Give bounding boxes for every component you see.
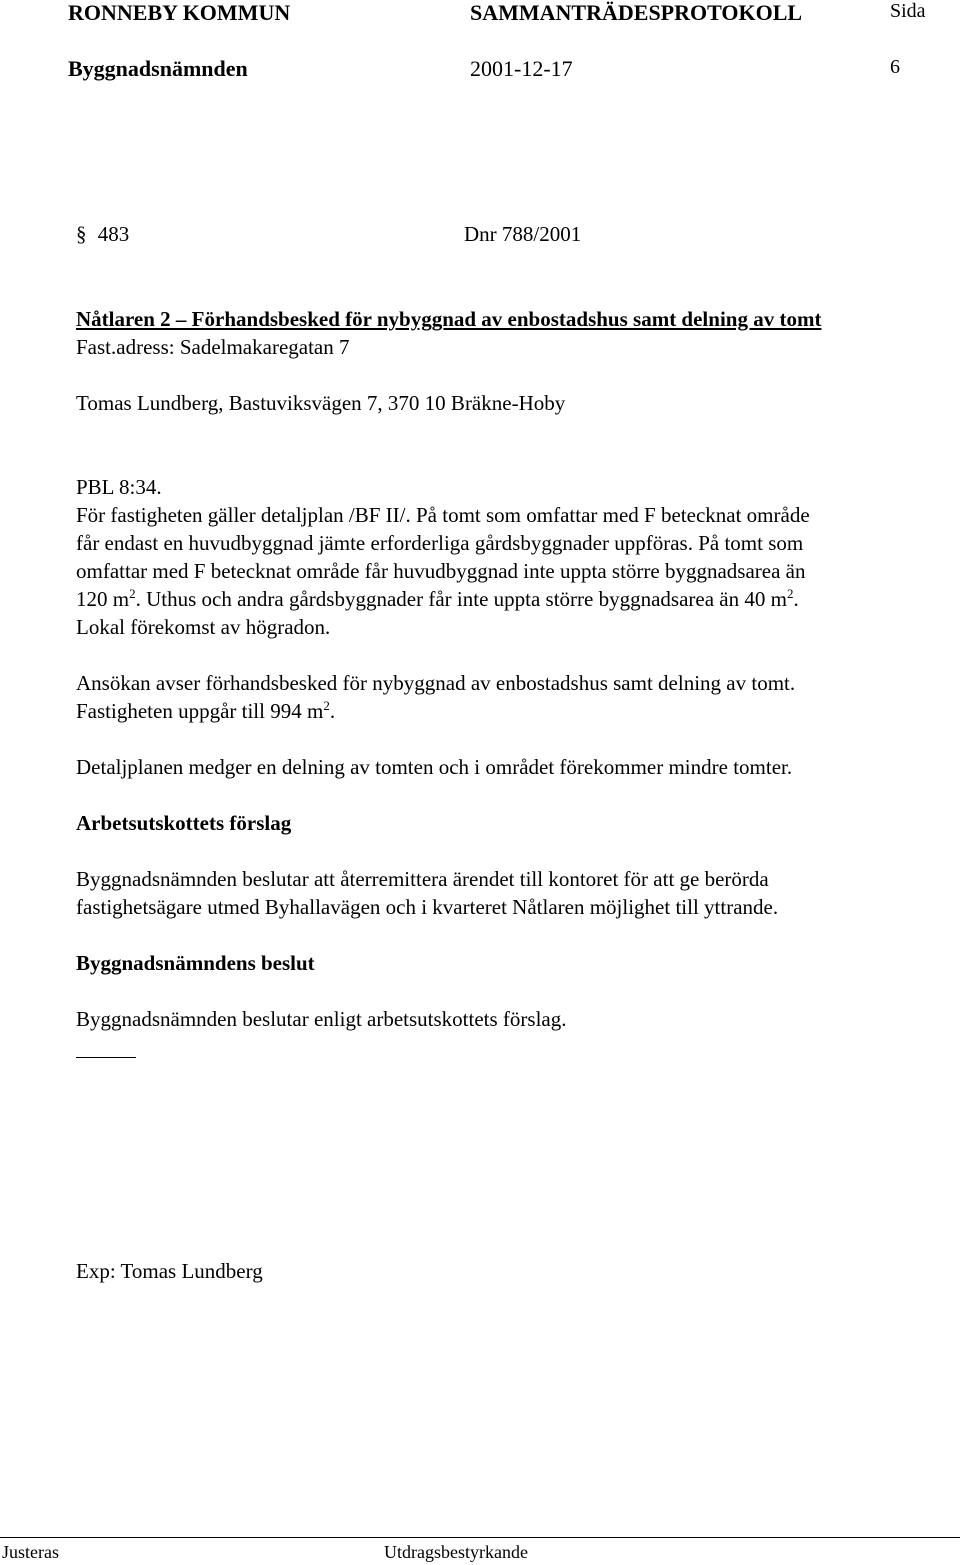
pbl-reference: PBL 8:34. [76, 475, 162, 499]
proposal-heading: Arbetsutskottets förslag [76, 811, 292, 835]
expedition-line: Exp: Tomas Lundberg [76, 1259, 263, 1283]
proposal-line-1: Byggnadsnämnden beslutar att återremittera ärendet till kontoret för att ge berörda [76, 867, 769, 891]
plan-text-line-2: får endast en huvudbyggnad jämte erforderliga gårdsbyggnader uppföras. På tomt som [76, 531, 804, 555]
property-address: Fast.adress: Sadelmakaregatan 7 [76, 335, 350, 359]
case-number [76, 220, 129, 248]
proposal-line-2: fastighetsägare utmed Byhallavägen och i kvarteret Nåtlaren möjlighet till yttrande. [76, 895, 779, 919]
decision-text: Byggnadsnämnden beslutar enligt arbetsutskottets förslag. [76, 1007, 567, 1031]
radon-note: Lokal förekomst av högradon. [76, 615, 331, 639]
case-title: Nåtlaren 2 – Förhandsbesked för nybyggnad av enbostadshus samt delning av tomt [76, 307, 822, 331]
applicant: Tomas Lundberg, Bastuviksvägen 7, 370 10 Bräkne-Hoby [76, 391, 566, 415]
plan-text-line-1: För fastigheten gäller detaljplan /BF II/. På tomt som omfattar med F betecknat område [76, 503, 810, 527]
page-label: Sida [890, 0, 926, 22]
footer-justeras: Justeras [2, 1542, 59, 1562]
municipality-name: RONNEBY KOMMUN [68, 0, 291, 25]
section-sign: § [76, 222, 87, 246]
plan-text-line-3: omfattar med F betecknat område får huvudbyggnad inte uppta större byggnadsarea än [76, 559, 806, 583]
closing-rule [76, 1057, 136, 1058]
application-line-1: Ansökan avser förhandsbesked för nybyggnad av enbostadshus samt delning av tomt. [76, 671, 796, 695]
application-line-2: Fastigheten uppgår till 994 $m^2$. [76, 698, 336, 723]
footer-utdragsbestyrkande: Utdragsbestyrkande [384, 1542, 528, 1562]
registration-number: Dnr 788/2001 [464, 222, 582, 246]
paragraph-number: 483 [97, 222, 130, 246]
page-number: 6 [890, 56, 900, 78]
document-type: SAMMANTRÄDESPROTOKOLL [470, 0, 803, 25]
plan-text-line-4: 120 $m^2$. Uthus och andra gårdsbyggnader får inte uppta större byggnadsarea än 40 $m^2$. [76, 586, 799, 611]
meeting-date: 2001-12-17 [470, 56, 573, 81]
committee-name: Byggnadsnämnden [68, 56, 248, 81]
detail-plan-note: Detaljplanen medger en delning av tomten och i området förekommer mindre tomter. [76, 755, 793, 779]
decision-heading: Byggnadsnämndens beslut [76, 951, 315, 975]
footer-divider [0, 1537, 960, 1538]
